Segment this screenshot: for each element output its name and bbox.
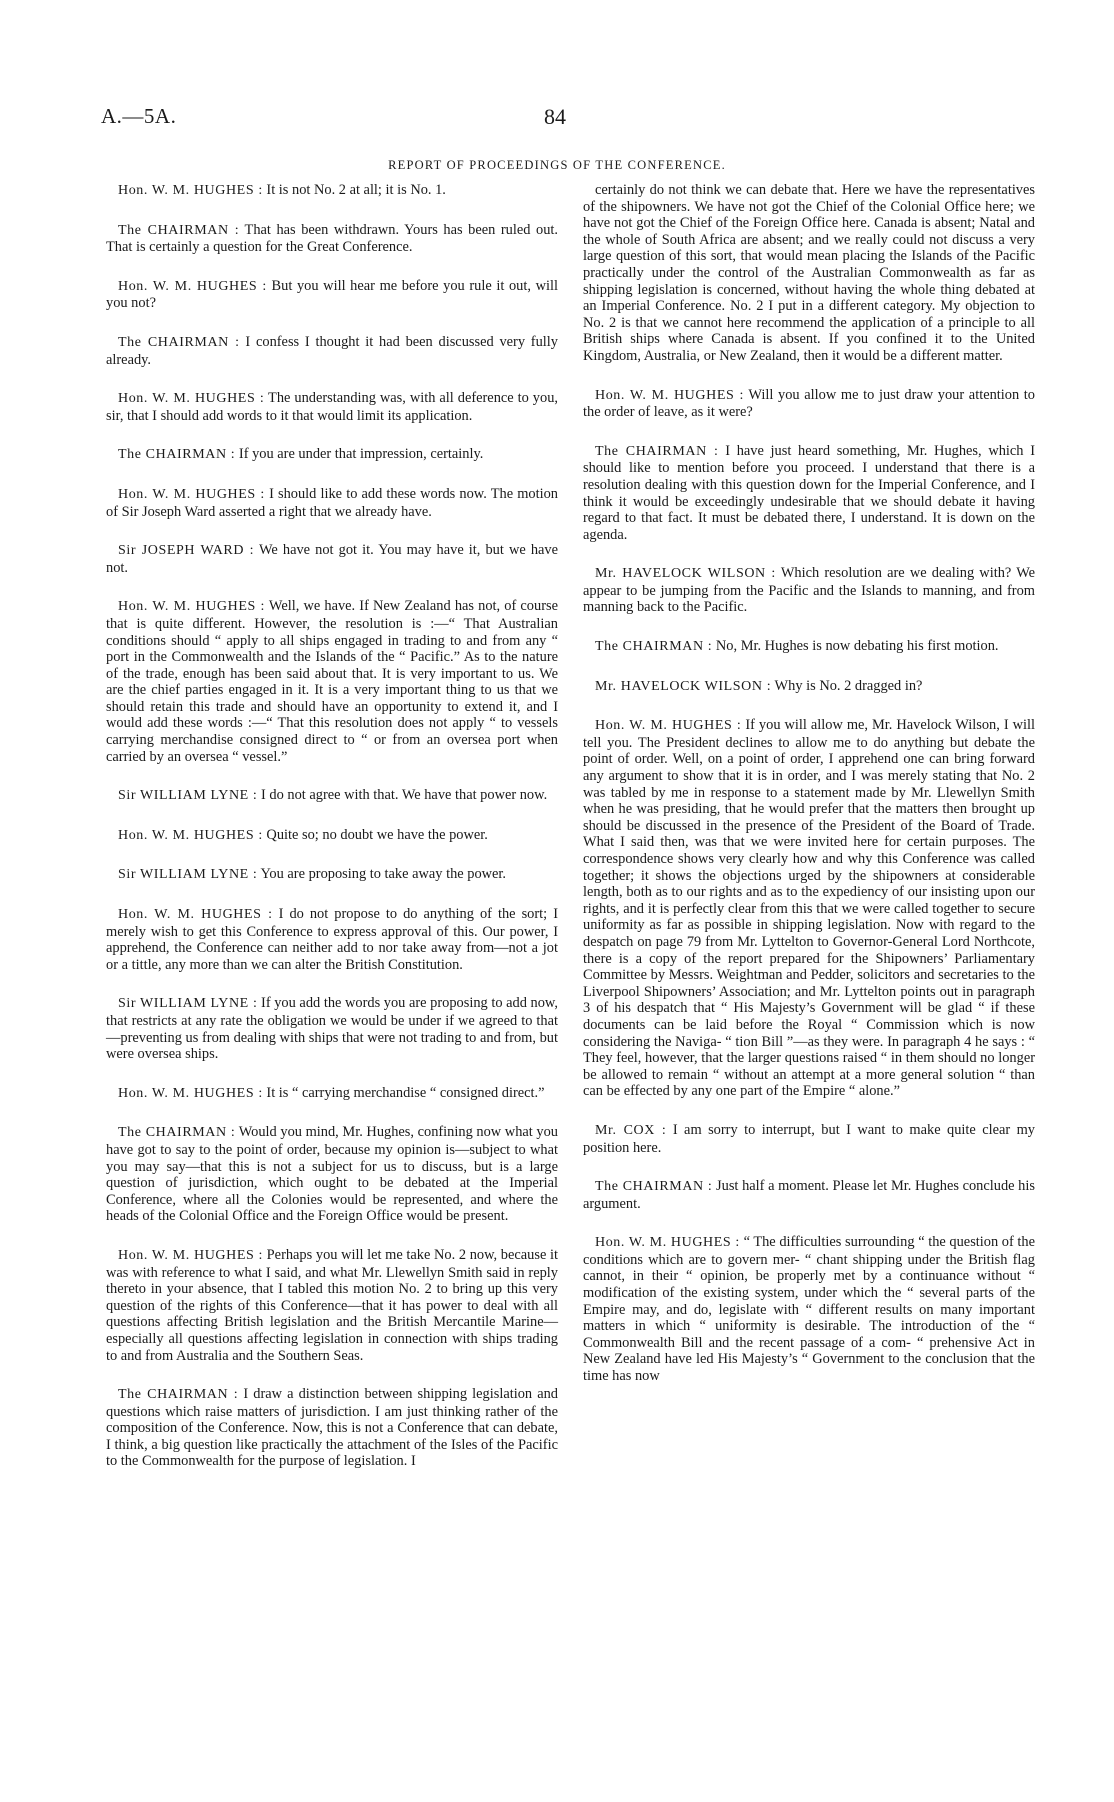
speech-text: We have not got it. You may have it, but we have not. bbox=[106, 542, 558, 576]
speech-paragraph bbox=[106, 598, 558, 765]
speech-paragraph bbox=[583, 182, 1035, 365]
speech-paragraph bbox=[583, 638, 1035, 656]
speech-text: Quite so; no doubt we have the power. bbox=[266, 826, 488, 843]
speaker-name: Hon. W. M. HUGHES : bbox=[118, 1085, 263, 1101]
speech-paragraph bbox=[583, 387, 1035, 421]
speech-text: I am sorry to interrupt, but I want to make quite clear my position here. bbox=[583, 1121, 1036, 1156]
speech-paragraph bbox=[583, 565, 1035, 616]
speech-text: You are proposing to take away the power. bbox=[260, 866, 507, 883]
speech-text: It is not No. 2 at all; it is No. 1. bbox=[266, 182, 446, 198]
speech-text: I should like to add these words now. The motion of Sir Joseph Ward asserted a right that we already have. bbox=[106, 485, 558, 520]
speaker-name: Mr. HAVELOCK WILSON : bbox=[595, 566, 776, 582]
speech-text: I have just heard something, Mr. Hughes, which I should like to mention before you proceed. I understand that there is a resolution dealing with this question down for the Imperial Conference, and I think it would be exceedingly undesirable that we should debate it having regard to that fact. It must be debated there, I understand. It is down on the agenda. bbox=[583, 442, 1035, 543]
speech-paragraph bbox=[583, 443, 1035, 544]
left-column bbox=[106, 182, 558, 1492]
page-number: 84 bbox=[544, 104, 566, 129]
speaker-name: Mr. COX : bbox=[595, 1122, 667, 1138]
speaker-name: Hon. W. M. HUGHES : bbox=[595, 1235, 740, 1251]
speech-paragraph bbox=[106, 222, 558, 256]
speech-text: That has been withdrawn. Yours has been ruled out. That is certainly a question for the Great Conference. bbox=[106, 221, 558, 256]
speech-paragraph bbox=[106, 182, 558, 200]
speaker-name: The CHAIRMAN : bbox=[595, 443, 719, 459]
speech-text: If you add the words you are proposing to add now, that restricts at any rate the obligation we would be under if we agreed to that—preventing us from dealing with ships that were not trading to and from, but were oversea ships. bbox=[106, 995, 558, 1063]
speaker-name: Hon. W. M. HUGHES : bbox=[118, 827, 263, 843]
speaker-name: Mr. HAVELOCK WILSON : bbox=[595, 678, 772, 694]
speech-paragraph bbox=[106, 278, 558, 312]
speech-text: If you will allow me, Mr. Havelock Wilson, I will tell you. The President declines to allow me to do anything but debate the point of order. Well, on a point of order, I apprehend one can bring forward any argument to show that it is in order, and I was merely stating that No. 2 was tabled by me in response to a statement made by Mr. Llewellyn Smith when he was presiding, that he would prefer that the matters then brought up should be discussed in the presence of the President of the Board of Trade. What I said then, was that we were invited here for certain purposes. The correspondence shows very clearly how and why this Conference was called together; it shows the objections urged by the shipowners at considerable length, both as to our rights and as to the expediency of our insisting upon our rights, and it is perfectly clear from this that we were called together to secure uniformity as far as possible in shipping legislation. Now with regard to the despatch on page 79 from Mr. Lyttelton to Governor-General Lord Northcote, there is a copy of the report prepared for the Shipowners’ Parliamentary Committee by Messrs. Weightman and Pedder, solicitors and secretaries to the Liverpool Shipowners’ Association; and Mr. Lyttelton points out in paragraph 3 of his despatch that “ His Majesty’s Government will be glad “ if these documents can be laid before the Royal “ Commission which is now considering the Naviga- “ tion Bill ”—as they were. In paragraph 4 he says : “ They feel, however, that the larger questions raised “ in them should no longer be allowed to remain “ without an attempt at a more general solution “ than can be effected by any one part of the Empire “ alone.” bbox=[583, 717, 1035, 1100]
speech-paragraph bbox=[583, 717, 1035, 1100]
speaker-name: Hon. W. M. HUGHES : bbox=[118, 1247, 264, 1263]
speaker-name: Sir JOSEPH WARD : bbox=[118, 543, 255, 559]
speaker-name: Hon. W. M. HUGHES : bbox=[118, 183, 263, 198]
speech-text: I confess I thought it had been discussed very fully already. bbox=[106, 333, 558, 368]
speech-text: I draw a distinction between shipping legislation and questions which raise matters of jurisdiction. I am just thinking rather of the composition of the Conference. Now, this is not a Conference that can debate, I think, a big question like practically the attachment of the Isles of the Pacific to the Commonwealth for the purpose of legislation. I bbox=[106, 1386, 558, 1470]
speech-text: Why is No. 2 dragged in? bbox=[774, 677, 923, 694]
speaker-name: Sir WILLIAM LYNE : bbox=[118, 996, 258, 1012]
speaker-name: The CHAIRMAN : bbox=[118, 1387, 239, 1403]
speech-paragraph bbox=[106, 446, 558, 464]
speaker-name: Hon. W. M. HUGHES : bbox=[118, 486, 265, 502]
speech-text: “ The difficulties surrounding “ the question of the conditions which are to govern mer- “ chant shipping under the British flag cannot, in their “ opinion, be properly met by a continuance without “ modification of the existing system, under which the “ several parts of the Empire may, and do, legislate with “ different results on many important matters in which “ uniformity is desirable. The introduction of the “ Commonwealth Bill and the recent passage of a com- “ prehensive Act in New Zealand have led His Majesty’s “ Government to the conclusion that the time has now bbox=[583, 1234, 1035, 1385]
speaker-name: Hon. W. M. HUGHES : bbox=[118, 278, 267, 294]
speaker-name: Hon. W. M. HUGHES : bbox=[595, 718, 742, 734]
speech-text: Would you mind, Mr. Hughes, confining now what you have got to say to the point of order, because my opinion is—subject to what you may say—that this is not a subject for us to discuss, but is a large question of jurisdiction, which ought to be debated at the Imperial Conference, where all the Colonies would be represented, and where the heads of the Colonial Office and the Foreign Office would be present. bbox=[106, 1124, 558, 1225]
speech-text: If you are under that impression, certainly. bbox=[238, 446, 484, 463]
speaker-name: The CHAIRMAN : bbox=[595, 1179, 713, 1195]
speaker-name: The CHAIRMAN : bbox=[118, 222, 240, 238]
speech-text: No, Mr. Hughes is now debating his first motion. bbox=[715, 638, 999, 655]
speech-paragraph bbox=[106, 1247, 558, 1364]
speech-paragraph bbox=[106, 1085, 558, 1103]
speaker-name: Sir WILLIAM LYNE : bbox=[118, 788, 258, 804]
speech-text: I do not agree with that. We have that power now. bbox=[261, 787, 548, 804]
speech-paragraph bbox=[106, 486, 558, 520]
speaker-name: Hon. W. M. HUGHES : bbox=[595, 387, 744, 403]
speech-paragraph bbox=[583, 678, 1035, 696]
speech-text: Will you allow me to just draw your attention to the order of leave, as it were? bbox=[583, 386, 1035, 421]
speech-paragraph bbox=[106, 906, 558, 973]
speech-paragraph bbox=[106, 1386, 558, 1470]
speech-text: I do not propose to do anything of the sort; I merely wish to get this Conference to express approval of this. Our power, I apprehend, the Conference can neither add to nor take away from—not a jot or a tittle, any more than we can alter the British Constitution. bbox=[106, 906, 558, 973]
speech-text: Just half a moment. Please let Mr. Hughes conclude his argument. bbox=[583, 1178, 1035, 1212]
speech-text: Which resolution are we dealing with? We appear to be jumping from the Pacific and the Islands to manning, and from manning back to the Pacific. bbox=[583, 565, 1036, 616]
speech-paragraph bbox=[583, 1122, 1035, 1156]
speech-text: Perhaps you will let me take No. 2 now, because it was with reference to what I said, and what Mr. Llewellyn Smith said in reply thereto in your absence, that I tabled this motion No. 2 to bring up this very question of the rights of this Conference—that it has power to deal with all questions affecting British legislation and the British Mercantile Marine—especially all questions affecting legislation in connection with ships trading to and from Australia and the Southern Seas. bbox=[106, 1246, 558, 1364]
speaker-name: Hon. W. M. HUGHES : bbox=[118, 907, 273, 923]
speech-paragraph bbox=[106, 866, 558, 884]
speech-paragraph bbox=[106, 542, 558, 576]
speech-text: The understanding was, with all deference to you, sir, that I should add words to it that would limit its application. bbox=[106, 390, 558, 424]
speaker-name: The CHAIRMAN : bbox=[595, 639, 713, 655]
speaker-name: Hon. W. M. HUGHES : bbox=[118, 599, 265, 615]
speech-paragraph bbox=[106, 787, 558, 805]
speech-text: certainly do not think we can debate that. Here we have the representatives of the shipowners. We have not got the Chief of the Colonial Office here; we have not got the Chief of the Foreign Office here. Canada is absent; Natal and the whole of South Africa are absent; and we really could not discuss a very large question of this sort, that would mean placing the Islands of the Pacific practically under the control of the Australian Commonwealth as far as shipping legislation is concerned, without having the whole thing debated at an Imperial Conference. No. 2 I put in a different category. My objection to No. 2 is that we cannot here recommend the application of a principle to all British ships where Canada is absent. If you confined it to the United Kingdom, Australia, or New Zealand, then it would be a different matter. bbox=[583, 182, 1035, 364]
right-column bbox=[583, 182, 1035, 1407]
speech-paragraph bbox=[583, 1178, 1035, 1212]
speech-text: Well, we have. If New Zealand has not, of course that is quite different. However, the resolution is :—“ That Australian conditions should “ apply to all ships engaged in trading to and from any “ port in the Commonwealth and the Islands of the “ Pacific.” As to the nature of the trade, enough has been said about that. It is very important to us. We are the chief parties engaged in it. It is a very important thing to us that we should retain this trade and should have an opportunity to extend it, and I would add these words :—“ That this resolution does not apply “ to vessels carrying merchandise consigned direct to “ or from an oversea port when carried by an oversea “ vessel.” bbox=[106, 598, 558, 765]
speech-paragraph bbox=[583, 1234, 1035, 1384]
speech-paragraph bbox=[106, 827, 558, 845]
speech-paragraph bbox=[106, 334, 558, 368]
speech-text: But you will hear me before you rule it out, will you not? bbox=[106, 277, 558, 312]
speech-paragraph bbox=[106, 995, 558, 1062]
section-title: REPORT OF PROCEEDINGS OF THE CONFERENCE. bbox=[388, 158, 726, 172]
speaker-name: The CHAIRMAN : bbox=[118, 334, 240, 350]
speech-paragraph bbox=[106, 390, 558, 424]
speech-paragraph bbox=[106, 1124, 558, 1225]
speaker-name: The CHAIRMAN : bbox=[118, 447, 236, 463]
speaker-name: Hon. W. M. HUGHES : bbox=[118, 391, 265, 407]
speech-text: It is “ carrying merchandise “ consigned direct.” bbox=[266, 1084, 545, 1101]
speaker-name: The CHAIRMAN : bbox=[118, 1125, 236, 1141]
speaker-name: Sir WILLIAM LYNE : bbox=[118, 867, 258, 883]
document-reference: A.—5A. bbox=[101, 104, 177, 128]
